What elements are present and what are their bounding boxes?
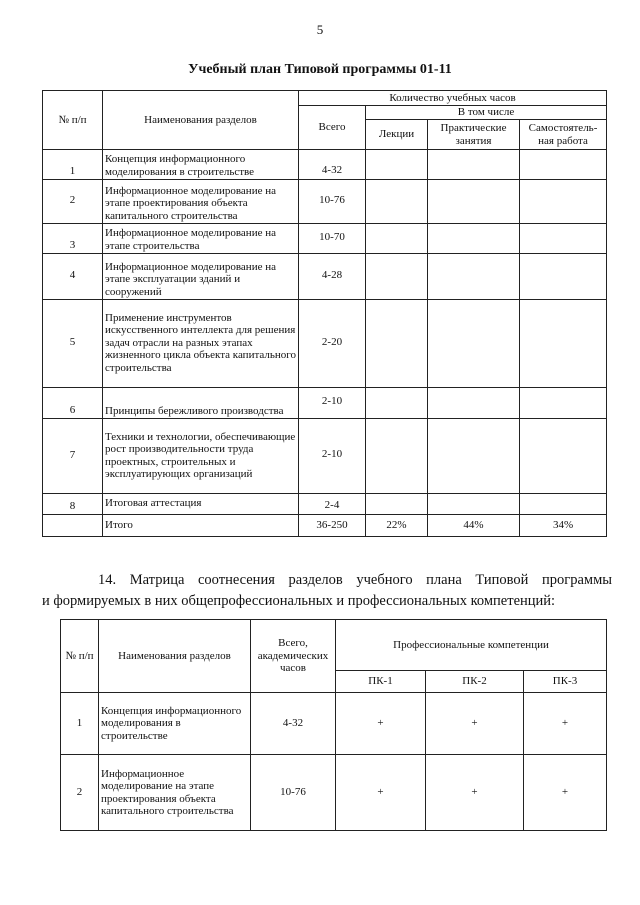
total-row-hours: 36-250 — [299, 515, 366, 537]
competency-matrix-table — [60, 619, 607, 831]
matrix-row-pk1: + — [336, 693, 426, 755]
matrix-row-pk1: + — [336, 755, 426, 831]
matrix-header-pk3: ПК-3 — [524, 671, 607, 693]
header-hours-group: Количество учебных часов — [299, 91, 607, 106]
table-row — [43, 300, 607, 388]
table-row — [61, 755, 607, 831]
row-independent — [520, 180, 607, 224]
row-num: 6 — [43, 388, 103, 419]
row-section-name: Техники и технологии, обеспечивающие рост производительности труда проектных, строительных и эксплуатирующих организаций — [103, 419, 299, 494]
curriculum-plan-table — [42, 90, 607, 537]
row-num: 2 — [43, 180, 103, 224]
matrix-row-num: 2 — [61, 755, 99, 831]
section-14-heading — [42, 570, 612, 612]
table-row — [43, 224, 607, 254]
row-practical — [428, 494, 520, 515]
row-num: 7 — [43, 419, 103, 494]
matrix-header-pk2: ПК-2 — [426, 671, 524, 693]
row-total-hours: 10-70 — [299, 224, 366, 254]
total-row-independent: 34% — [520, 515, 607, 537]
table-row — [43, 419, 607, 494]
row-total-hours: 2-4 — [299, 494, 366, 515]
row-total-hours: 10-76 — [299, 180, 366, 224]
matrix-row-total: 10-76 — [251, 755, 336, 831]
matrix-row-section-name: Концепция информационного моделирования в строительстве — [99, 693, 251, 755]
header-practical: Практические занятия — [428, 120, 520, 150]
total-row-lectures: 22% — [366, 515, 428, 537]
table-row — [43, 150, 607, 180]
row-practical — [428, 150, 520, 180]
row-num: 4 — [43, 254, 103, 300]
row-practical — [428, 254, 520, 300]
row-lectures — [366, 254, 428, 300]
row-total-hours: 4-28 — [299, 254, 366, 300]
header-independent: Самостоятель-ная работа — [520, 120, 607, 150]
row-independent — [520, 254, 607, 300]
matrix-row-total: 4-32 — [251, 693, 336, 755]
header-section-name: Наименования разделов — [103, 91, 299, 150]
header-total: Всего — [299, 106, 366, 150]
matrix-row-num: 1 — [61, 693, 99, 755]
row-total-hours: 2-20 — [299, 300, 366, 388]
table-row — [43, 494, 607, 515]
page-number: 5 — [316, 22, 324, 37]
row-section-name: Концепция информационного моделирования в строительстве — [103, 150, 299, 180]
row-lectures — [366, 300, 428, 388]
total-row-num — [43, 515, 103, 537]
matrix-row-pk3: + — [524, 755, 607, 831]
row-num: 5 — [43, 300, 103, 388]
row-lectures — [366, 180, 428, 224]
table-row — [43, 388, 607, 419]
row-lectures — [366, 150, 428, 180]
row-independent — [520, 224, 607, 254]
row-num: 8 — [43, 494, 103, 515]
table-row — [61, 693, 607, 755]
row-section-name: Принципы бережливого производства — [103, 388, 299, 419]
row-independent — [520, 419, 607, 494]
row-total-hours: 4-32 — [299, 150, 366, 180]
row-practical — [428, 419, 520, 494]
row-independent — [520, 494, 607, 515]
row-lectures — [366, 419, 428, 494]
table-row — [43, 254, 607, 300]
header-including: В том числе — [366, 106, 607, 120]
row-section-name: Информационное моделирование на этапе эксплуатации зданий и сооружений — [103, 254, 299, 300]
total-row — [43, 515, 607, 537]
matrix-header-competencies: Профессиональные компетенции — [336, 620, 607, 671]
matrix-row-pk2: + — [426, 755, 524, 831]
row-section-name: Информационное моделирование на этапе проектирования объекта капитального строительства — [103, 180, 299, 224]
row-lectures — [366, 388, 428, 419]
row-total-hours: 2-10 — [299, 419, 366, 494]
row-section-name: Применение инструментов искусственного интеллекта для решения задач отрасли на разных этапах жизненного цикла объекта капитального строительства — [103, 300, 299, 388]
header-lectures: Лекции — [366, 120, 428, 150]
page-title: Учебный план Типовой программы 01-11 — [188, 62, 452, 77]
section-14-line2: и формируемых в них общепрофессиональных и профессиональных компетенций: — [42, 593, 556, 609]
row-section-name: Информационное моделирование на этапе строительства — [103, 224, 299, 254]
matrix-header-pk1: ПК-1 — [336, 671, 426, 693]
matrix-row-pk2: + — [426, 693, 524, 755]
row-lectures — [366, 224, 428, 254]
row-lectures — [366, 494, 428, 515]
row-total-hours: 2-10 — [299, 388, 366, 419]
matrix-row-section-name: Информационное моделирование на этапе проектирования объекта капитального строительства — [99, 755, 251, 831]
matrix-header-total: Всего, академических часов — [251, 620, 336, 693]
row-practical — [428, 300, 520, 388]
total-row-practical: 44% — [428, 515, 520, 537]
matrix-header-section-name: Наименования разделов — [99, 620, 251, 693]
row-practical — [428, 388, 520, 419]
total-row-label: Итого — [103, 515, 299, 537]
row-num: 3 — [43, 224, 103, 254]
row-independent — [520, 300, 607, 388]
row-section-name: Итоговая аттестация — [103, 494, 299, 515]
row-independent — [520, 388, 607, 419]
section-14-line1: 14. Матрица соотнесения разделов учебного плана Типовой программы — [98, 572, 612, 588]
row-num: 1 — [43, 150, 103, 180]
header-num: № п/п — [43, 91, 103, 150]
matrix-row-pk3: + — [524, 693, 607, 755]
row-practical — [428, 224, 520, 254]
row-independent — [520, 150, 607, 180]
row-practical — [428, 180, 520, 224]
table-row — [43, 180, 607, 224]
matrix-header-num: № п/п — [61, 620, 99, 693]
